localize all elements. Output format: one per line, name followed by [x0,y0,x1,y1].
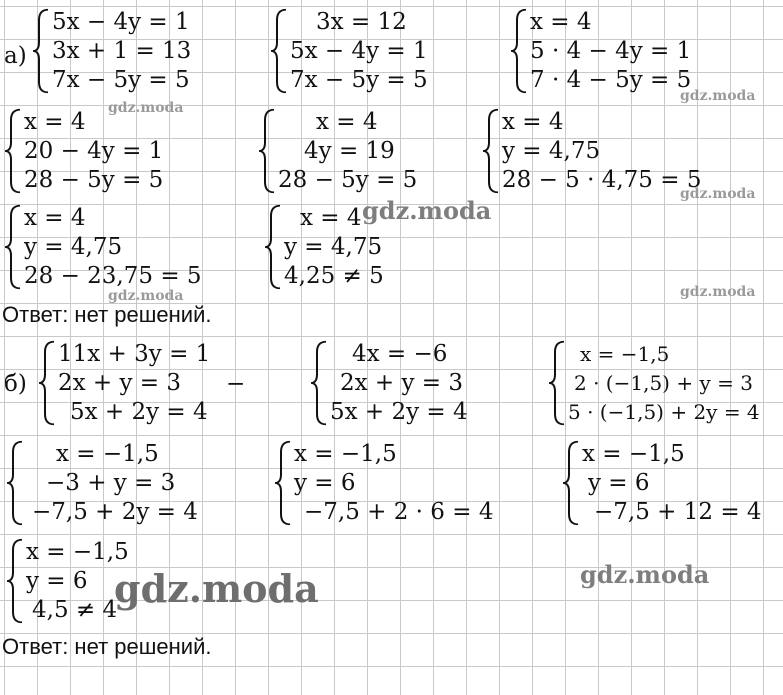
system-a4 [2,108,163,194]
equation-line: x = 4 [24,109,86,135]
system-b2 [308,340,468,426]
equation-line: 7x − 5y = 5 [290,67,428,93]
equation-line: 7 · 4 − 5y = 5 [530,67,692,93]
watermark: gdz.moda [114,566,319,611]
equation-line: y = 6 [26,568,88,594]
part-b-label: б) [4,371,27,397]
equation-line: 5x + 2y = 4 [70,399,208,425]
equation-line: 7x − 5y = 5 [52,67,190,93]
system-a1 [30,8,191,94]
system-b6 [560,440,762,526]
equation-line: −7,5 + 2y = 4 [32,499,198,525]
equation-line: 28 − 5 · 4,75 = 5 [502,167,702,193]
system-b3 [546,340,760,426]
equation-line: 28 − 23,75 = 5 [24,263,202,289]
equation-line: 5x − 4y = 1 [290,38,428,64]
watermark: gdz.moda [108,100,184,116]
equation-line: x = −1,5 [582,441,685,467]
equation-line: x = −1,5 [26,539,129,565]
equation-line: −7,5 + 2 · 6 = 4 [304,499,494,525]
equation-line: x = 4 [502,109,564,135]
equation-line: 3x = 12 [316,9,407,35]
watermark: gdz.moda [680,88,756,104]
equation-line: 5x − 4y = 1 [52,9,190,35]
equation-line: x = −1,5 [294,441,397,467]
equation-line: 28 − 5y = 5 [24,167,164,193]
system-b4 [4,440,198,526]
system-a5 [256,108,417,194]
equation-line: y = 6 [294,470,356,496]
equation-line: y = 6 [588,470,650,496]
equation-line: 11x + 3y = 1 [58,341,211,367]
watermark: gdz.moda [680,186,756,202]
minus-sign: − [226,371,246,397]
answer-a: Ответ: нет решений. [2,302,212,327]
equation-line: y = 4,75 [24,234,123,260]
equation-line: 2 · (−1,5) + y = 3 [574,371,753,395]
equation-line: x = −1,5 [56,441,159,467]
system-a3 [508,8,691,94]
answer-b: Ответ: нет решений. [2,634,212,659]
equation-line: 2x + y = 3 [340,370,464,396]
watermark: gdz.moda [362,196,492,225]
equation-line: 5x + 2y = 4 [330,399,468,425]
equation-line: 28 − 5y = 5 [278,167,418,193]
equation-line: 5 · (−1,5) + 2y = 4 [568,400,760,424]
equation-line: x = 4 [300,205,362,231]
equation-line: 2x + y = 3 [58,370,182,396]
equation-line: −3 + y = 3 [46,470,176,496]
equation-line: 4,5 ≠ 4 [32,597,118,623]
equation-line: x = 4 [530,9,592,35]
equation-line: x = 4 [316,109,378,135]
system-a2 [268,8,428,94]
equation-line: 5 · 4 − 4y = 1 [530,38,692,64]
equation-line: y = 4,75 [284,234,383,260]
watermark: gdz.moda [108,288,184,304]
equation-line: x = −1,5 [580,342,670,366]
system-a6 [480,108,701,194]
equation-line: 4y = 19 [304,138,395,164]
equation-line: 3x + 1 = 13 [52,38,192,64]
watermark: gdz.moda [580,560,710,589]
equation-line: y = 4,75 [502,138,601,164]
equation-line: 20 − 4y = 1 [24,138,164,164]
system-b1 [36,340,210,426]
equation-line: 4,25 ≠ 5 [284,263,384,289]
system-b5 [272,440,493,526]
watermark: gdz.moda [680,284,756,300]
system-a7 [2,204,202,290]
part-a-label: а) [4,43,27,69]
equation-line: 4x = −6 [352,341,448,367]
equation-line: x = 4 [24,205,86,231]
equation-line: −7,5 + 12 = 4 [594,499,762,525]
system-b7 [4,538,129,624]
